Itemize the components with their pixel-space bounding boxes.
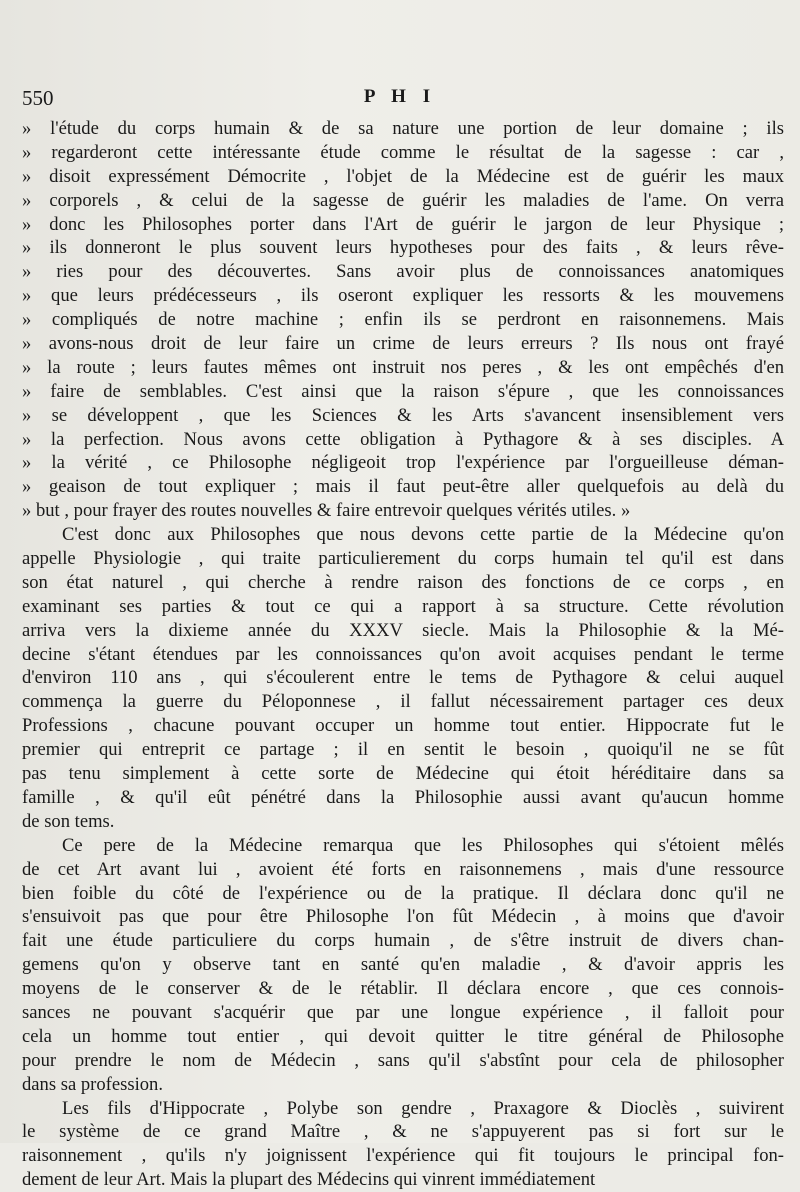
text-line: » compliqués de notre machine ; enfin ils se perdront en raisonnemens. Mais	[22, 309, 784, 331]
text-line: » donc les Philosophes porter dans l'Art de guérir le jargon de leur Physique ;	[22, 213, 784, 235]
running-head: P H I	[363, 86, 437, 107]
text-line: son état naturel , qui cherche à rendre raison des fonctions de ce corps , en	[22, 571, 784, 593]
text-line: » l'étude du corps humain & de sa nature une portion de leur domaine ; ils	[22, 118, 784, 139]
text-line: » but , pour frayer des routes nouvelles & faire entrevoir quelques vérités utiles. »	[22, 500, 631, 522]
text-line: C'est donc aux Philosophes que nous devons cette partie de la Médecine qu'on	[62, 524, 784, 546]
paragraph	[22, 834, 784, 1097]
text-line: examinant ses parties & tout ce qui a rapport à sa structure. Cette révolution	[22, 595, 784, 617]
text-line: » la vérité , ce Philosophe négligeoit trop l'expérience par l'orgueilleuse déman-	[22, 452, 784, 474]
text-line: » faire de semblables. C'est ainsi que la raison s'épure , que les connoissances	[22, 380, 784, 402]
text-line: » la route ; leurs fautes mêmes ont instruit nos peres , & les ont empêchés d'en	[22, 356, 784, 378]
text-line: Ce pere de la Médecine remarqua que les Philosophes qui s'étoient mêlés	[62, 834, 784, 856]
text-line: dans sa profession.	[22, 1073, 163, 1095]
text-line: » la perfection. Nous avons cette obligation à Pythagore & à ses disciples. A	[22, 428, 784, 450]
text-line: famille , & qu'il eût pénétré dans la Philosophie aussi avant qu'aucun homme	[22, 786, 784, 808]
body-text	[22, 117, 784, 1192]
text-line: pas tenu simplement à cette sorte de Médecine qui étoit héréditaire dans sa	[22, 763, 784, 785]
text-line: » se développent , que les Sciences & les Arts s'avancent insensiblement vers	[22, 404, 784, 426]
text-line: s'ensuivoit pas que pour être Philosophe l'on fût Médecin , à moins que d'avoir	[22, 906, 784, 928]
text-line: » ries pour des découvertes. Sans avoir plus de connoissances anatomiques	[22, 261, 784, 283]
text-line: » regarderont cette intéressante étude comme le résultat de la sagesse : car ,	[22, 141, 784, 163]
text-line: Les fils d'Hippocrate , Polybe son gendre , Praxagore & Dioclès , suivirent	[62, 1097, 784, 1119]
text-line: bien foible du côté de l'expérience ou de la pratique. Il déclara donc qu'il ne	[22, 882, 784, 904]
paragraph	[22, 1097, 784, 1192]
text-line: raisonnement , qu'ils n'y joignissent l'expérience qui fit toujours le principal fon-	[22, 1145, 784, 1167]
text-line: decine s'étant étendues par les connoissances qu'on avoit acquises pendant le terme	[22, 643, 784, 665]
text-line: d'environ 110 ans , qui s'écoulerent entre le tems de Pythagore & celui auquel	[22, 667, 784, 689]
text-line: appelle Physiologie , qui traite particulierement du corps humain tel qu'il est dans	[22, 548, 784, 570]
text-line: pour prendre le nom de Médecin , sans qu'il s'abstînt pour cela de philosopher	[22, 1049, 784, 1071]
text-line: arriva vers la dixieme année du XXXV siecle. Mais la Philosophie & la Mé-	[22, 619, 784, 641]
text-line: gemens qu'on y observe tant en santé qu'en maladie , & d'avoir appris les	[22, 954, 784, 976]
text-line: fait une étude particuliere du corps humain , de s'être instruit de divers chan-	[22, 930, 784, 952]
text-line: » ils donneront le plus souvent leurs hypotheses pour des faits , & leurs rêve-	[22, 237, 784, 259]
text-line: commença la guerre du Péloponnese , il fallut nécessairement partager ces deux	[22, 691, 784, 713]
page-header	[22, 86, 778, 112]
text-line: » disoit expressément Démocrite , l'objet de la Médecine est de guérir les maux	[22, 165, 784, 187]
text-line: » avons-nous droit de leur faire un crime de leurs erreurs ? Ils nous ont frayé	[22, 333, 784, 355]
text-line: Professions , chacune pouvant occuper un homme tout entier. Hippocrate fut le	[22, 715, 784, 737]
text-line: » geaison de tout expliquer ; mais il faut peut-être aller quelquefois au delà du	[22, 476, 784, 498]
text-line: moyens de le conserver & de le rétablir. Il déclara encore , que ces connois-	[22, 978, 784, 1000]
paragraph	[22, 523, 784, 834]
text-line: » corporels , & celui de la sagesse de guérir les maladies de l'ame. On verra	[22, 189, 784, 211]
text-line: le système de ce grand Maître , & ne s'appuyerent pas si fort sur le	[22, 1121, 784, 1143]
text-line: sances ne pouvant s'acquérir que par une longue expérience , il falloit pour	[22, 1001, 784, 1023]
page-number: 550	[22, 86, 54, 110]
text-line: cela un homme tout entier , qui devoit quitter le titre général de Philosophe	[22, 1025, 784, 1047]
paragraph	[22, 117, 784, 523]
text-line: » que leurs prédécesseurs , ils oseront expliquer les ressorts & les mouvemens	[22, 285, 784, 307]
text-line: premier qui entreprit ce partage ; il en sentit le besoin , quoiqu'il ne se fût	[22, 739, 784, 761]
text-line: dement de leur Art. Mais la plupart des Médecins qui vinrent immédiatement	[22, 1169, 596, 1191]
text-line: de cet Art avant lui , avoient été forts en raisonnemens , mais d'une ressource	[22, 858, 784, 880]
text-line: de son tems.	[22, 810, 115, 832]
